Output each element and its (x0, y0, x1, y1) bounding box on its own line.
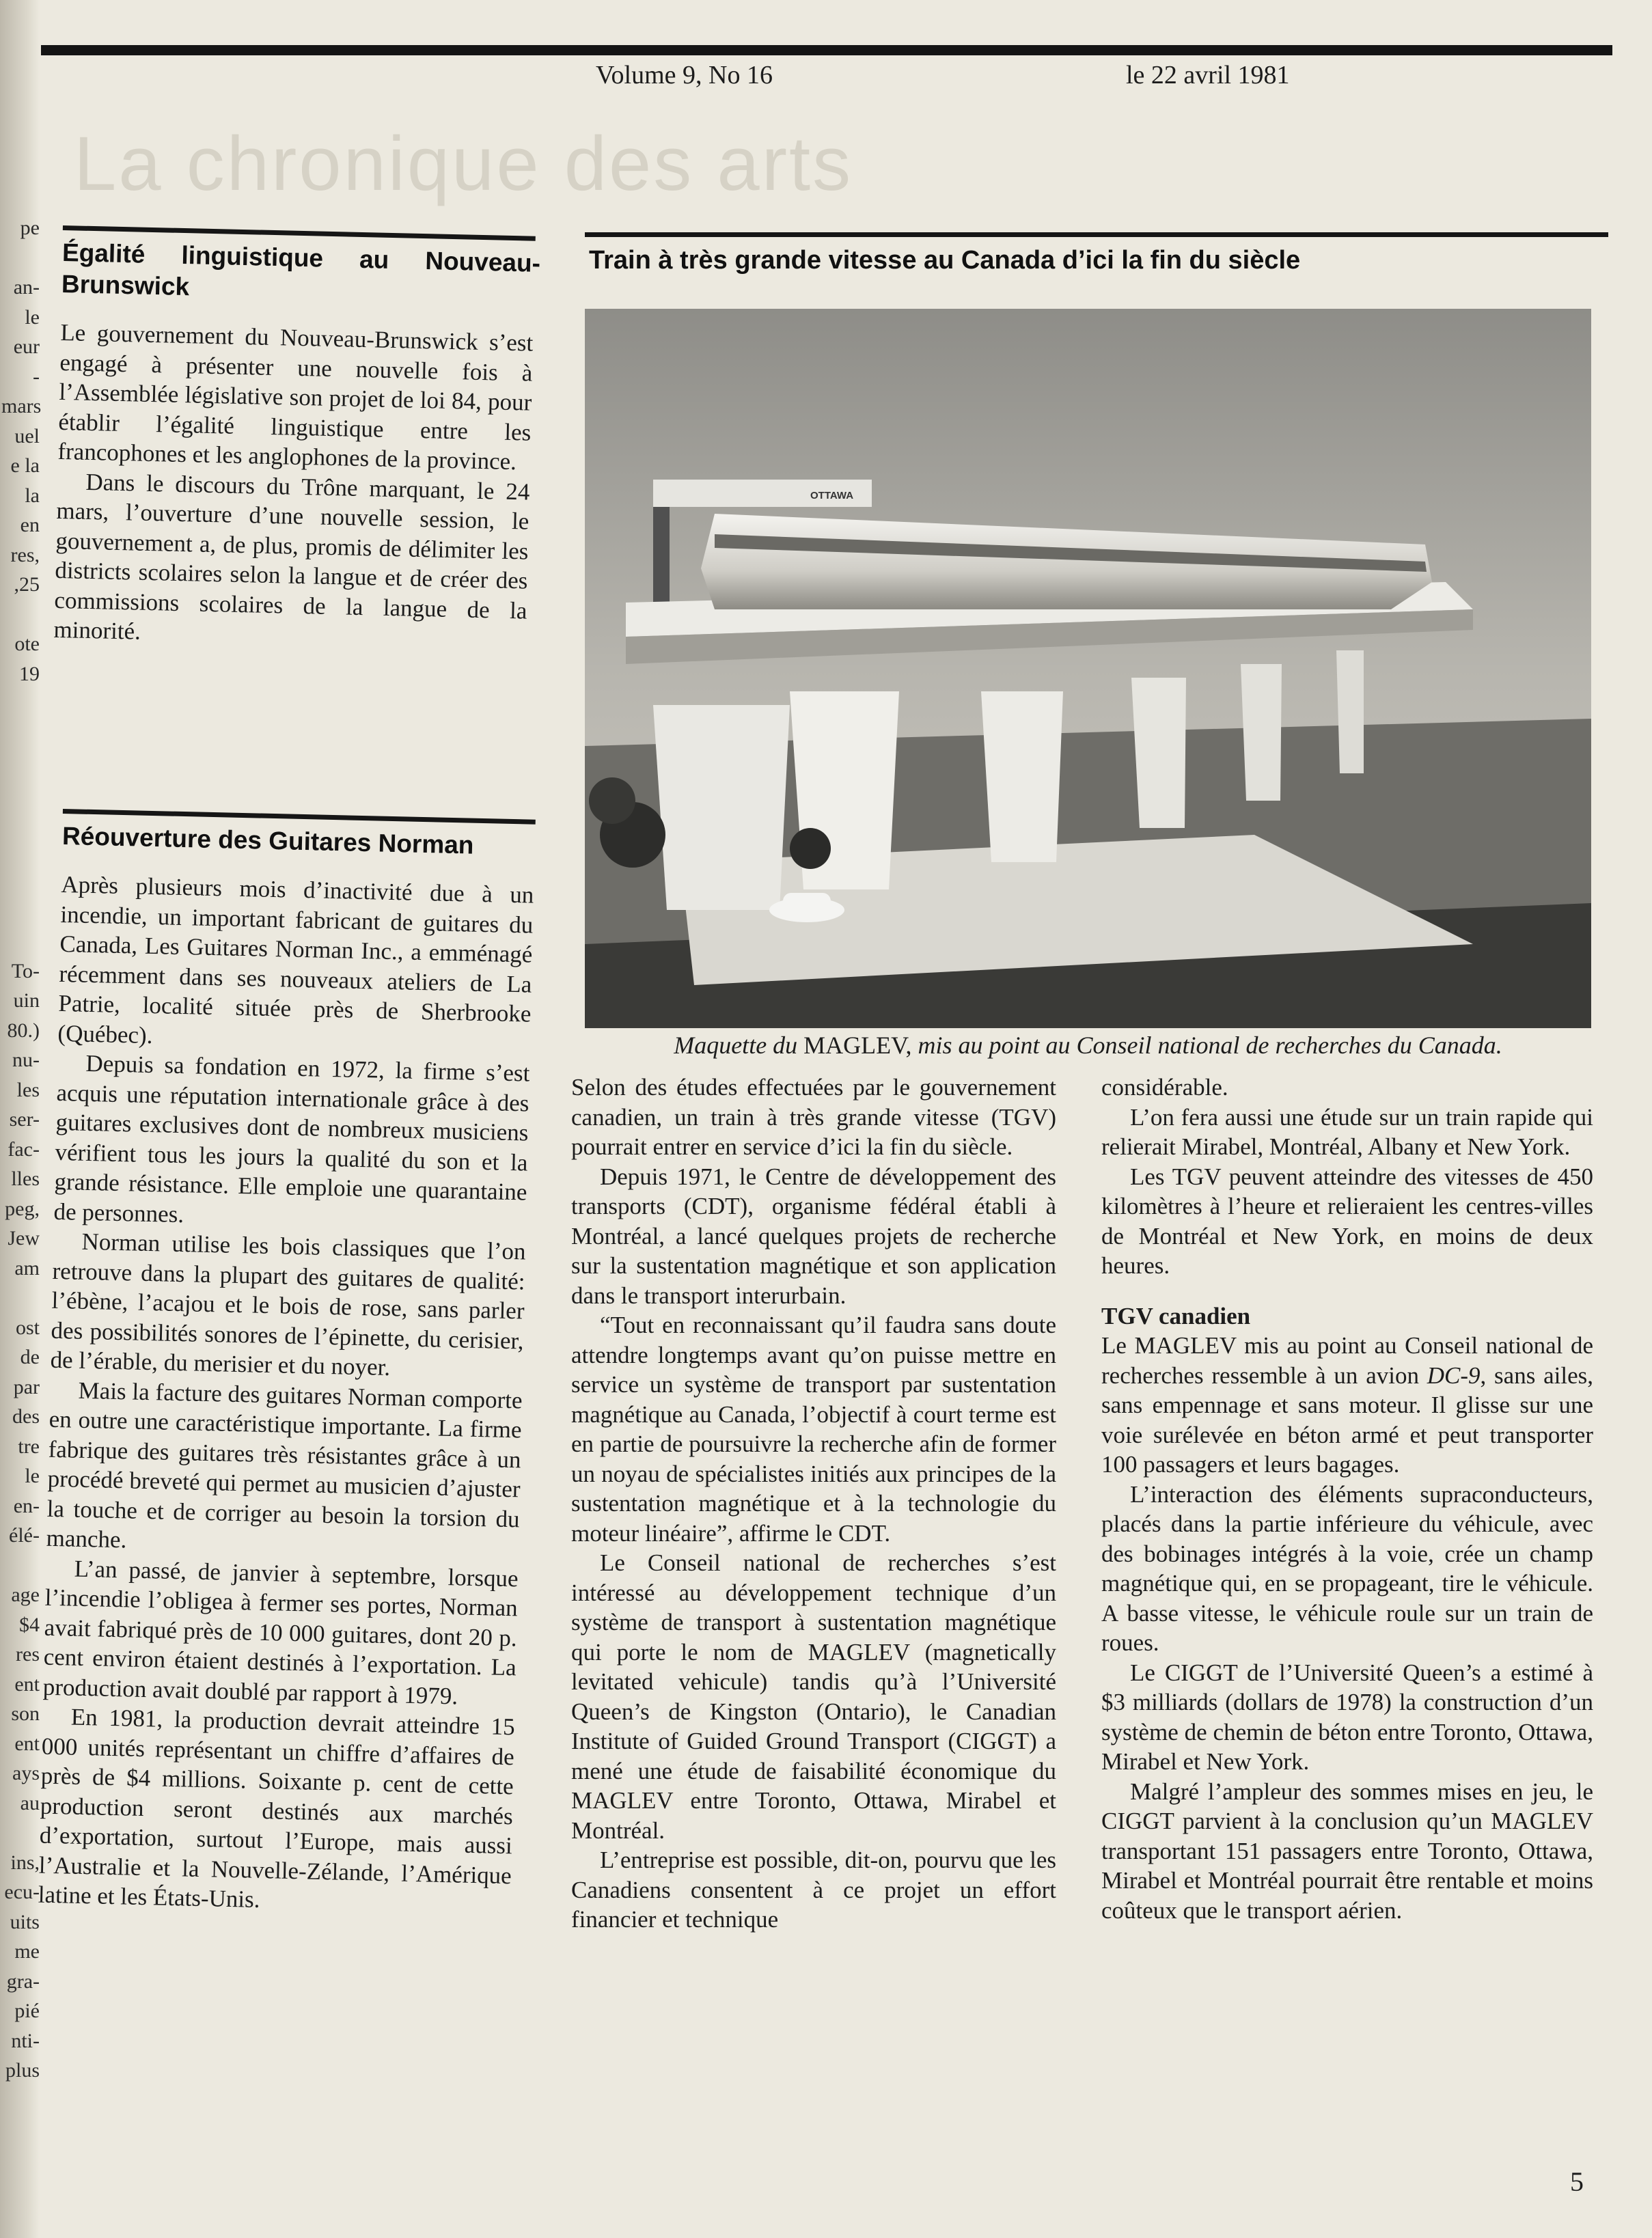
edge-fragment: am (14, 1256, 40, 1280)
article-title: Train à très grande vitesse au Canada d’ici la fin du siècle (589, 246, 1301, 275)
article-rule (585, 232, 1608, 237)
article-title: Égalité linguistique au Nouveau-Brunswick (61, 238, 541, 301)
paragraph: L’interaction des éléments supraconducteurs, placés dans la partie inférieure du véhicule, avec des bobinages intégrés à la voie, crée un champ magnétique qui, en se propageant, tire le véhicule. A basse vitesse, le véhicule roule sur un train de roues. (1101, 1480, 1593, 1656)
edge-fragment: lles (11, 1168, 40, 1190)
edge-fragment: eur (13, 335, 40, 358)
paragraph: Selon des études effectuées par le gouvernement canadien, un train à très grande vitesse (TGV) pourrait entrer en service d’ici la fin du siècle. (571, 1074, 1056, 1160)
edge-fragment (1, 719, 40, 749)
edge-fragment: le (25, 305, 40, 329)
edge-fragment: mars (1, 395, 42, 417)
edge-fragment: les (16, 1078, 40, 1101)
edge-fragment: res, (10, 543, 40, 566)
edge-fragment: 19 (19, 662, 40, 685)
edge-fragment: ins, (10, 1851, 40, 1874)
edge-fragment: fac- (8, 1137, 40, 1161)
paragraph: Norman utilise les bois classiques que l’on retrouve dans la plupart des guitares de qualité: l’ébène, l’acajou et le bois de rose, sans parler des possibilités sonores de l’épinette, du cerisier, de l’érable, du merisier et du noyer. (50, 1228, 526, 1381)
edge-fragment: uel (14, 424, 40, 447)
edge-fragment: ent (14, 1732, 40, 1755)
paragraph: L’entreprise est possible, dit-on, pourvu que les Canadiens consentent à ce projet un effort financier et technique (571, 1847, 1056, 1933)
edge-fragment: res (16, 1643, 40, 1666)
article-body (38, 870, 534, 1920)
text-run: , sans ailes, sans empennage et sans moteur. Il glisse sur une voie surélevée en béton armé et peut transporter 100 passagers et leurs bagages. (1101, 1362, 1593, 1478)
edge-fragment: Jew (8, 1227, 40, 1249)
edge-fragment (1, 1283, 40, 1313)
caption-part: Maquette du (674, 1032, 798, 1059)
text-run: DC-9 (1427, 1362, 1481, 1389)
adjacent-page-text (1, 213, 40, 2086)
edge-fragment: nu- (12, 1049, 40, 1071)
edge-fragment (1, 867, 40, 897)
edge-fragment: au (20, 1791, 40, 1814)
edge-fragment: peg, (5, 1197, 40, 1220)
edge-fragment (1, 1551, 40, 1581)
paragraph: Le CIGGT de l’Université Queen’s a estimé à $3 milliards (dollars de 1978) la construction d’un système de chemin de béton entre Toronto, Ottawa, Mirabel et New York. (1101, 1659, 1593, 1775)
edge-fragment (1, 689, 40, 719)
edge-fragment: nti- (11, 2029, 40, 2052)
edge-fragment: me (14, 1940, 40, 1963)
paragraph: L’an passé, de janvier à septembre, lorsque l’incendie l’obligea à fermer ses portes, Norman avait fabriqué près de 10 000 guitares, dont 20 p. cent environ étaient destinés à l’exportation. La production avait doublé par rapport à 1979. (42, 1555, 519, 1709)
caption-part: MAGLEV, (803, 1032, 912, 1059)
paragraph (1101, 1331, 1593, 1480)
edge-fragment: ote (14, 633, 40, 655)
maglev-model-photo (585, 309, 1591, 1028)
page-number: 5 (1570, 2166, 1584, 2197)
article-norman-guitars (38, 809, 540, 1920)
issue-number: Volume 9, No 16 (596, 61, 773, 89)
edge-fragment: le (25, 1465, 40, 1487)
edge-fragment: plus (5, 2059, 40, 2082)
edge-fragment: an- (13, 276, 40, 299)
paragraph: Mais la facture des guitares Norman comporte en outre une caractéristique importante. La firme fabrique des guitares très résistantes grâce à un procédé breveté qui permet au musicien d’ajuster la touche et de corriger au besoin la torsion du manche. (46, 1377, 523, 1553)
edge-fragment (1, 838, 40, 868)
edge-fragment: ser- (9, 1108, 40, 1131)
paragraph: Le gouvernement du Nouveau-Brunswick s’est engagé à présenter une nouvelle fois à l’Assemblée législative son projet de loi 84, pour établir l’égalité linguistique entre les francophones et les anglophones de la province. (57, 318, 534, 475)
edge-fragment: de (20, 1346, 40, 1368)
edge-fragment: $4 (19, 1613, 40, 1636)
edge-fragment (1, 778, 40, 808)
edge-fragment: ecu- (4, 1881, 40, 1903)
caption-part: mis au point au Conseil national de recherches du Canada. (918, 1032, 1502, 1059)
edge-fragment: des (12, 1405, 40, 1428)
edge-fragment (1, 748, 40, 778)
header-rule (41, 45, 1612, 55)
article-body-col2 (1101, 1073, 1593, 1925)
edge-fragment (1, 897, 40, 927)
article-body-col1 (571, 1073, 1056, 1935)
paragraph: Depuis 1971, le Centre de développement des transports (CDT), organisme fédéral établi à Montréal, a lancé quelques projets de recherche sur la sustentation magnétique et son application dans le transport interurbain. (571, 1163, 1056, 1309)
edge-fragment: - (33, 365, 40, 388)
paragraph: Les TGV peuvent atteindre des vitesses de 450 kilomètres à l’heure et relieraient les centres-villes de Montréal et New York, en moins de deux heures. (1101, 1163, 1593, 1279)
edge-fragment: To- (11, 959, 40, 982)
edge-fragment (1, 243, 40, 273)
paragraph: Après plusieurs mois d’inactivité due à un incendie, un important fabricant de guitares du Canada, Les Guitares Norman Inc., a emménagé récemment dans ses nouveaux ateliers de La Patrie, localité située près de Sherbrooke (Québec). (57, 870, 534, 1049)
subheading: TGV canadien (1101, 1302, 1251, 1329)
issue-date: le 22 avril 1981 (1126, 61, 1290, 89)
paragraph: Depuis sa fondation en 1972, la firme s’est acquis une réputation internationale grâce à des guitares exclusives dont de nombreux musiciens vérifient tous les jours la qualité du son et la grande résistance. Elle emploie une quarantaine de personnes. (53, 1049, 530, 1228)
edge-fragment: e la (10, 454, 40, 477)
edge-fragment: age (11, 1584, 40, 1606)
edge-fragment: ent (14, 1672, 40, 1696)
edge-fragment (1, 926, 40, 956)
article-title: Réouverture des Guitares Norman (61, 821, 474, 859)
edge-fragment: ,25 (14, 573, 40, 596)
paragraph: “Tout en reconnaissant qu’il faudra sans doute attendre longtemps avant qu’on puisse mettre en service un système de transport par sustentation magnétique au Canada, l’objectif à court terme est en partie de poursuivre la recherche afin de former un noyau de spécialistes initiés aux principes de la sustentation magnétique et à la technologie du moteur linéaire”, affirme le CDT. (571, 1312, 1056, 1547)
edge-fragment: la (25, 484, 40, 507)
photo-caption (585, 1030, 1591, 1060)
edge-fragment: pe (20, 217, 40, 239)
article-body (53, 318, 534, 655)
paragraph: Malgré l’ampleur des sommes mises en jeu, le CIGGT parvient à la conclusion qu’un MAGLEV transportant 151 passagers entre Toronto, Ottawa, Mirabel et Montréal pourrait être rentable et moins coûteux que le transport aérien. (1101, 1778, 1593, 1924)
edge-fragment (1, 600, 40, 630)
edge-fragment: élé- (9, 1524, 40, 1547)
edge-fragment: en- (13, 1494, 40, 1517)
paragraph: En 1981, la production devrait atteindre 15 000 unités représentant un chiffre d’affaires de près de $4 millions. Soixante p. cent de cette production seront destinés aux marchés d’exportation, surtout l’Europe, mais aussi l’Australie et la Nouvelle-Zélande, l’Amérique latine et les États-Unis. (38, 1703, 516, 1913)
edge-fragment: tre (18, 1435, 40, 1458)
edge-fragment: en (20, 514, 40, 536)
edge-fragment: ays (12, 1762, 40, 1784)
article-language-equality (53, 225, 541, 655)
station-sign: OTTAWA (810, 490, 854, 501)
edge-fragment: uin (13, 989, 40, 1012)
paragraph: considérable. (1101, 1074, 1228, 1101)
edge-fragment: gra- (6, 1970, 40, 1993)
edge-fragment (1, 1818, 40, 1848)
edge-fragment (1, 807, 40, 838)
paragraph: L’on fera aussi une étude sur un train rapide qui relierait Mirabel, Montréal, Albany et New York. (1101, 1103, 1593, 1160)
edge-fragment: par (13, 1375, 40, 1398)
paragraph: Dans le discours du Trône marquant, le 24 mars, l’ouverture d’une nouvelle session, le gouvernement a, de plus, promis de délimiter les districts scolaires selon la langue et de créer des commissions scolaires de la langue de la minorité. (53, 468, 530, 645)
edge-fragment: 80.) (7, 1019, 40, 1042)
edge-fragment: ost (15, 1316, 40, 1339)
edge-fragment: uits (10, 1910, 40, 1933)
edge-fragment: pié (14, 2000, 40, 2022)
show-through-title: La chronique des arts (74, 121, 853, 206)
paragraph: Le Conseil national de recherches s’est intéressé au développement technique d’un système de transport à sustentation magnétique qui porte le nom de MAGLEV (magnetically levitated vehicule) tandis qu’à l’Université Queen’s de Kingston (Ontario), le Canadian Institute of Guided Ground Transport (CIGGT) a mené une étude de faisabilité économique du MAGLEV entre Toronto, Ottawa, Mirabel et Montréal. (571, 1549, 1056, 1844)
text-run: Le MAGLEV mis au point au Conseil national de recherches ressemble à un avion (1101, 1332, 1593, 1389)
edge-fragment: son (11, 1702, 40, 1725)
